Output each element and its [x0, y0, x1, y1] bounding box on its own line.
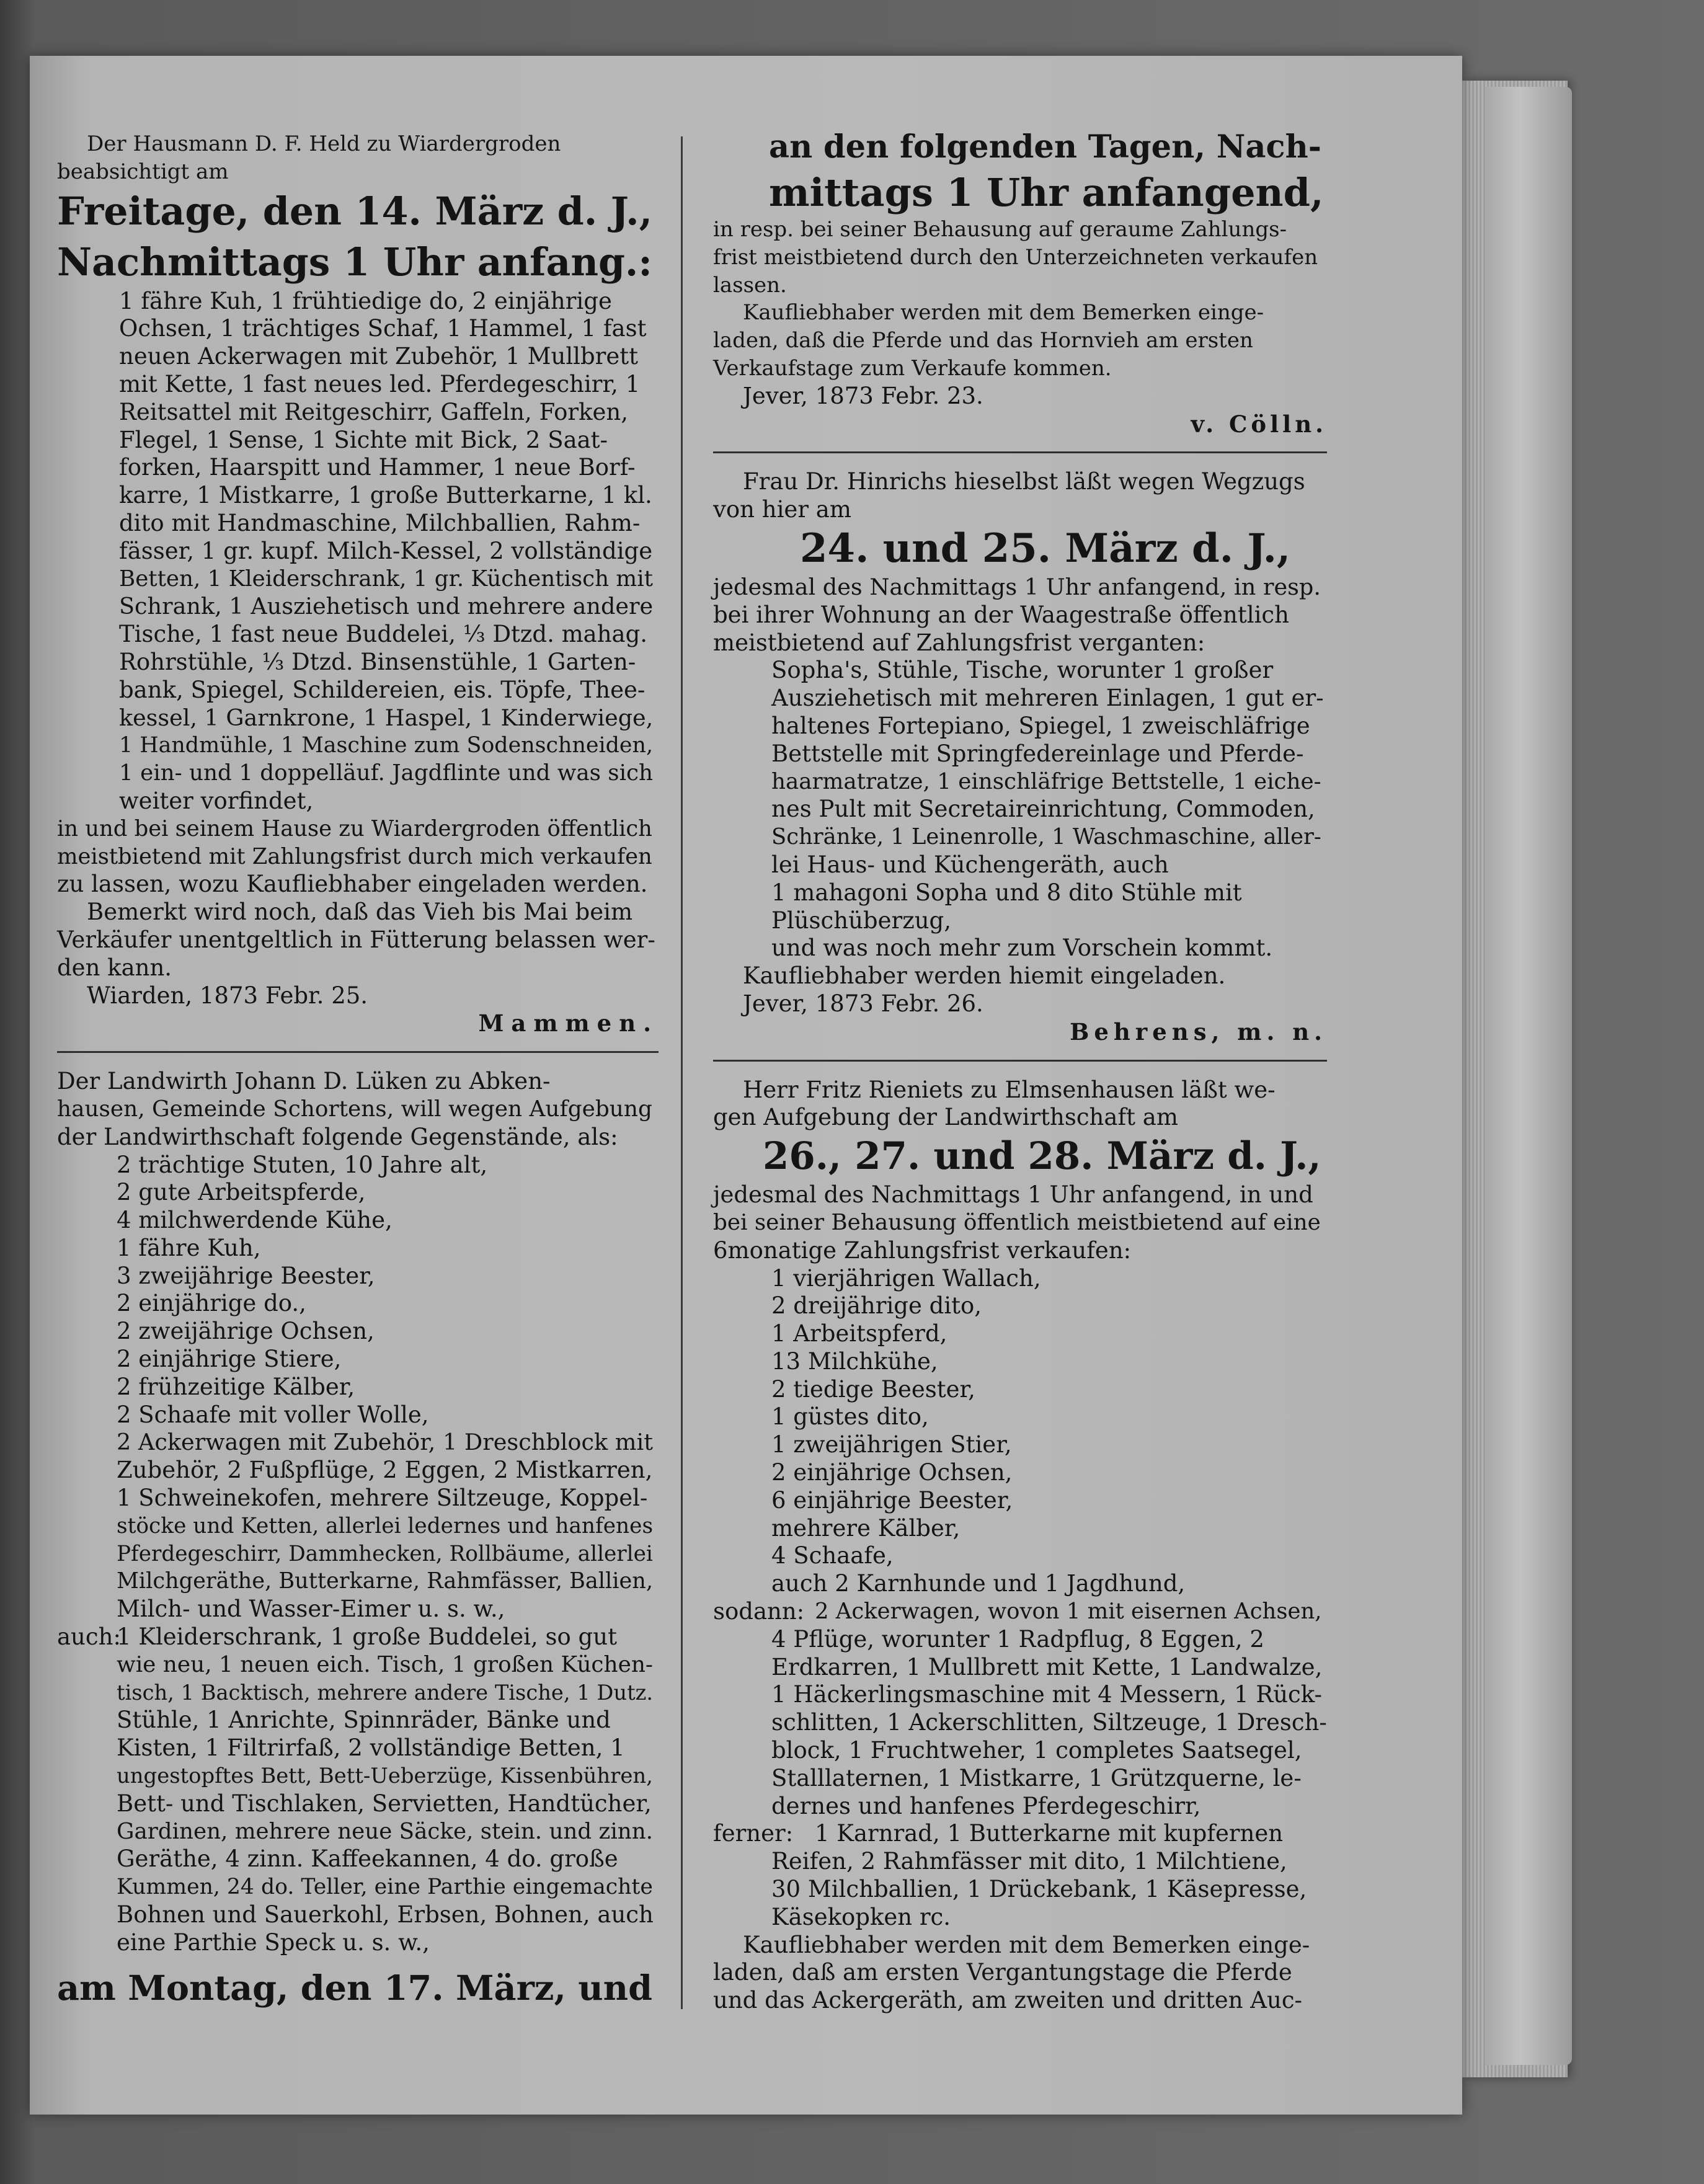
ad-item-line: 2 einjährige do., [117, 1290, 306, 1317]
advertisement-lueken-continued [713, 124, 1327, 438]
ad-date-heading: Freitage, den 14. März d. J., [57, 188, 653, 234]
ad-separator [713, 1060, 1327, 1062]
ad-item-line: 2 Ackerwagen mit Zubehör, 1 Dreschblock mit [117, 1429, 653, 1456]
ad-item-line: Gardinen, mehrere neue Säcke, stein. und zinn. [117, 1818, 654, 1844]
ad-item-line: dito mit Handmaschine, Milchballien, Rahm- [119, 509, 641, 536]
advertisement-rieniets [713, 1076, 1327, 2015]
ad-note-line: Kaufliebhaber werden mit dem Bemerken einge- [743, 300, 1264, 326]
left-column [57, 130, 659, 2012]
ad-note-line: Bemerkt wird noch, daß das Vieh bis Mai beim [87, 899, 633, 926]
ad-item-line: Geräthe, 4 zinn. Kaffeekannen, 4 do. große [117, 1845, 618, 1873]
ad-date-heading: am Montag, den 17. März, und [57, 1968, 652, 2009]
ad-item-line: Sopha's, Stühle, Tische, worunter 1 großer [771, 657, 1274, 684]
ad-item-line: und was noch mehr zum Vorschein kommt. [771, 934, 1273, 962]
ad-signature: Mammen. [478, 1010, 659, 1037]
ad-item-line: 4 Schaafe, [771, 1542, 894, 1569]
ad-item-line: weiter vorfindet, [119, 787, 314, 814]
ad-item-line: ungestopftes Bett, Bett-Ueberzüge, Kissenbühren, [117, 1764, 653, 1788]
ad-item-list [713, 657, 1327, 962]
ad-item-line: nes Pult mit Secretaireinrichtung, Commoden, [771, 796, 1315, 823]
ad-note-line: Verkäufer unentgeltlich in Fütterung belassen wer- [57, 926, 655, 953]
ad-body-line: bei ihrer Wohnung an der Waagestraße öffentlich [713, 601, 1289, 628]
ad-note-line: laden, daß am ersten Vergantungstage die Pferde [713, 1959, 1292, 1986]
ad-item-line: tisch, 1 Backtisch, mehrere andere Tische, 1 Dutz. [117, 1680, 654, 1705]
ad-item-line: 2 frühzeitige Kälber, [117, 1373, 355, 1400]
ad-place-date: Wiarden, 1873 Febr. 25. [87, 982, 368, 1009]
ad-body-line: meistbietend mit Zahlungsfrist durch mich verkaufen [57, 843, 652, 869]
ad-then-label: sodann: [713, 1598, 805, 1625]
ad-item-line: Käsekopken rc. [771, 1903, 951, 1930]
ad-item-line: 4 milchwerdende Kühe, [117, 1207, 393, 1234]
ad-item-line: wie neu, 1 neuen eich. Tisch, 1 großen Küchen- [117, 1651, 654, 1677]
ad-item-line: 30 Milchballien, 1 Drückebank, 1 Käsepresse, [771, 1876, 1307, 1903]
ad-item-line: 2 einjährige Ochsen, [771, 1459, 1013, 1486]
ad-intro-line: Frau Dr. Hinrichs hieselbst läßt wegen Wegzugs [743, 468, 1305, 495]
ad-intro-line: gen Aufgebung der Landwirthschaft am [713, 1104, 1178, 1131]
ad-item-line: 1 Handmühle, 1 Maschine zum Sodenschneiden, [119, 733, 654, 758]
ad-item-line: Tische, 1 fast neue Buddelei, ⅓ Dtzd. mahag. [119, 621, 648, 648]
ad-body-line: zu lassen, wozu Kaufliebhaber eingeladen werden. [57, 871, 648, 898]
ad-item-line: lei Haus- und Küchengeräth, auch [771, 851, 1169, 878]
ad-place-date: Jever, 1873 Febr. 23. [743, 382, 983, 409]
advertisement-held [57, 130, 659, 1037]
ad-item-line: 1 fähre Kuh, 1 frühtiedige do, 2 einjährige [119, 287, 612, 314]
ad-item-line: dernes und hanfenes Pferdegeschirr, [771, 1792, 1201, 1819]
ad-item-line: haarmatratze, 1 einschläfrige Bettstelle, 1 eiche- [771, 768, 1321, 794]
ad-item-line: 2 trächtige Stuten, 10 Jahre alt, [117, 1151, 488, 1178]
ad-item-list [57, 288, 659, 815]
ad-intro-line: Herr Fritz Rieniets zu Elmsenhausen läßt we- [743, 1076, 1276, 1103]
ad-signature: v. Cölln. [1191, 410, 1327, 438]
ad-body-line: 6monatige Zahlungsfrist verkaufen: [713, 1236, 1132, 1264]
ad-item-line: auch 2 Karnhunde und 1 Jagdhund, [771, 1570, 1186, 1597]
ad-note-line: Kaufliebhaber werden hiemit eingeladen. [743, 962, 1226, 990]
ad-also-list [57, 1623, 659, 1957]
ad-item-line: 2 gute Arbeitspferde, [117, 1179, 366, 1206]
ad-item-line: 1 mahagoni Sopha und 8 dito Stühle mit [771, 879, 1242, 906]
ad-item-line: Rohrstühle, ⅓ Dtzd. Binsenstühle, 1 Garten- [119, 648, 636, 675]
ad-signature: Behrens, m. n. [1070, 1018, 1327, 1045]
ad-body-line: in und bei seinem Hause zu Wiardergroden öffentlich [57, 815, 652, 841]
ad-item-line: Reifen, 2 Rahmfässer mit dito, 1 Milchtiene, [771, 1848, 1287, 1875]
ad-intro-line: hausen, Gemeinde Schortens, will wegen Aufgebung [57, 1096, 652, 1122]
ad-item-line: Pferdegeschirr, Dammhecken, Rollbäume, allerlei [117, 1541, 653, 1566]
ad-item-line: schlitten, 1 Ackerschlitten, Siltzeuge, 1 Dresch- [771, 1709, 1327, 1736]
ad-body-line: jedesmal des Nachmittags 1 Uhr anfangend, in resp. [713, 573, 1321, 600]
ad-note-line: den kann. [57, 954, 172, 981]
ad-date-heading: 24. und 25. März d. J., [800, 525, 1291, 572]
ad-item-line: Flegel, 1 Sense, 1 Sichte mit Bick, 2 Saat- [119, 426, 608, 453]
ad-time-heading: Nachmittags 1 Uhr anfang.: [57, 239, 652, 285]
ad-item-list [57, 1152, 659, 1624]
ad-item-line: stöcke und Ketten, allerlei ledernes und hanfenes [117, 1513, 654, 1538]
ad-item-line: 1 Karnrad, 1 Butterkarne mit kupfernen [815, 1820, 1284, 1847]
ad-then-list [713, 1598, 1327, 1820]
ad-item-line: Erdkarren, 1 Mullbrett mit Kette, 1 Landwalze, [771, 1653, 1323, 1680]
ad-body-line: in resp. bei seiner Behausung auf geraume Zahlungs- [713, 217, 1287, 242]
book-page-stack [1485, 87, 1572, 2065]
ad-body-line: lassen. [713, 272, 787, 298]
ad-item-line: eine Parthie Speck u. s. w., [117, 1929, 430, 1956]
ad-item-line: Milchgeräthe, Butterkarne, Rahmfässer, Ballien, [117, 1568, 654, 1594]
ad-body-line: jedesmal des Nachmittags 1 Uhr anfangend, in und [713, 1181, 1313, 1209]
ad-item-line: 1 güstes dito, [771, 1403, 929, 1431]
ad-further-list [713, 1820, 1327, 1931]
ad-intro-line: der Landwirthschaft folgende Gegenstände, als: [57, 1123, 618, 1150]
ad-note-line: laden, daß die Pferde und das Hornvieh am ersten [713, 328, 1253, 353]
ad-item-line: 1 Schweinekofen, mehrere Siltzeuge, Koppel- [117, 1485, 648, 1512]
ad-item-line: 1 Häckerlingsmaschine mit 4 Messern, 1 Rück- [771, 1681, 1323, 1708]
ad-time-heading: an den folgenden Tagen, Nach- [769, 128, 1321, 166]
ad-also-label: auch: [57, 1623, 121, 1651]
ad-item-line: 1 zweijährigen Stier, [771, 1431, 1012, 1458]
ad-item-line: Stalllaternen, 1 Mistkarre, 1 Grützquerne, le- [771, 1764, 1302, 1791]
ad-item-line: karre, 1 Mistkarre, 1 große Butterkarne, 1 kl. [119, 482, 652, 509]
advertisement-lueken [57, 1068, 659, 2012]
ad-item-line: Reitsattel mit Reitgeschirr, Gaffeln, Forken, [119, 398, 629, 425]
ad-item-line: forken, Haarspitt und Hammer, 1 neue Borf- [119, 454, 636, 481]
ad-note-line: und das Ackergeräth, am zweiten und dritten Auc- [713, 1987, 1303, 2014]
ad-item-line: kessel, 1 Garnkrone, 1 Haspel, 1 Kinderwiege, [119, 704, 654, 731]
ad-time-heading: mittags 1 Uhr anfangend, [769, 170, 1324, 215]
ad-item-line: Betten, 1 Kleiderschrank, 1 gr. Küchentisch mit [119, 566, 653, 592]
ad-item-line: neuen Ackerwagen mit Zubehör, 1 Mullbrett [119, 343, 638, 370]
ad-item-line: Schrank, 1 Ausziehetisch und mehrere andere [119, 593, 654, 620]
ad-body-line: bei seiner Behausung öffentlich meistbietend auf eine [713, 1209, 1321, 1235]
ad-item-list [713, 1265, 1327, 1599]
ad-note-line: Kaufliebhaber werden mit dem Bemerken einge- [743, 1931, 1310, 1958]
ad-item-line: 1 fähre Kuh, [117, 1234, 261, 1261]
ad-item-line: 1 Arbeitspferd, [771, 1320, 947, 1347]
ad-place-date: Jever, 1873 Febr. 26. [743, 990, 983, 1017]
ad-item-line: bank, Spiegel, Schildereien, eis. Töpfe, Thee- [119, 676, 646, 703]
ad-date-heading: 26., 27. und 28. März d. J., [763, 1134, 1321, 1179]
ad-item-line: Plüschüberzug, [771, 907, 951, 934]
advertisement-hinrichs [713, 468, 1327, 1045]
ad-item-line: Ausziehetisch mit mehreren Einlagen, 1 gut er- [771, 685, 1324, 712]
ad-item-line: 1 Kleiderschrank, 1 große Buddelei, so gut [117, 1623, 617, 1651]
ad-item-line: 2 Schaafe mit voller Wolle, [117, 1401, 429, 1428]
column-divider [681, 136, 683, 2009]
ad-item-line: Schränke, 1 Leinenrolle, 1 Waschmaschine, aller- [771, 824, 1321, 850]
ad-note-line: Verkaufstage zum Verkaufe kommen. [713, 355, 1112, 381]
ad-item-line: mit Kette, 1 fast neues led. Pferdegeschirr, 1 [119, 370, 641, 397]
ad-intro-line: von hier am [713, 496, 851, 523]
ad-item-line: Kummen, 24 do. Teller, eine Parthie eingemachte [117, 1875, 653, 1900]
ad-item-line: 13 Milchkühe, [771, 1347, 938, 1375]
ad-item-line: Milch- und Wasser-Eimer u. s. w., [117, 1596, 505, 1623]
ad-item-line: Zubehör, 2 Fußpflüge, 2 Eggen, 2 Mistkarren, [117, 1457, 653, 1484]
ad-body-line: frist meistbietend durch den Unterzeichneten verkaufen [713, 244, 1318, 270]
ad-item-line: block, 1 Fruchtweher, 1 completes Saatsegel, [771, 1737, 1302, 1764]
ad-separator [713, 451, 1327, 453]
ad-item-line: 6 einjährige Beester, [771, 1486, 1013, 1514]
ad-item-line: 1 vierjährigen Wallach, [771, 1264, 1041, 1292]
ad-body-line: meistbietend auf Zahlungsfrist verganten: [713, 629, 1205, 656]
ad-intro-line: Der Landwirth Johann D. Lüken zu Abken- [57, 1068, 551, 1095]
ad-item-line: 2 einjährige Stiere, [117, 1346, 342, 1373]
ad-intro-line: Der Hausmann D. F. Held zu Wiardergroden [87, 131, 561, 156]
ad-item-line: 4 Pflüge, worunter 1 Radpflug, 8 Eggen, 2 [771, 1625, 1264, 1653]
ad-item-line: 3 zweijährige Beester, [117, 1262, 375, 1289]
ad-item-line: mehrere Kälber, [771, 1514, 961, 1542]
ad-item-line: 2 Ackerwagen, wovon 1 mit eisernen Achsen, [815, 1599, 1322, 1625]
ad-separator [57, 1051, 659, 1053]
ad-item-line: Ochsen, 1 trächtiges Schaf, 1 Hammel, 1 fast [119, 315, 647, 342]
ad-item-line: 1 ein- und 1 doppelläuf. Jagdflinte und was sich [119, 760, 654, 786]
right-column [713, 124, 1327, 2015]
ad-item-line: Stühle, 1 Anrichte, Spinnräder, Bänke und [117, 1707, 611, 1734]
ad-item-line: fässer, 1 gr. kupf. Milch-Kessel, 2 vollständige [119, 537, 653, 564]
ad-item-line: 2 zweijährige Ochsen, [117, 1318, 375, 1345]
ad-further-label: ferner: [713, 1820, 794, 1847]
ad-item-line: Bohnen und Sauerkohl, Erbsen, Bohnen, auch [117, 1901, 654, 1929]
ad-intro-line: beabsichtigt am [57, 159, 229, 184]
ad-item-line: 2 tiedige Beester, [771, 1375, 975, 1403]
ad-item-line: Kisten, 1 Filtrirfaß, 2 vollständige Betten, 1 [117, 1734, 625, 1762]
ad-item-line: 2 dreijährige dito, [771, 1292, 982, 1320]
ad-item-line: Bettstelle mit Springfedereinlage und Pferde- [771, 740, 1304, 767]
ad-item-line: haltenes Fortepiano, Spiegel, 1 zweischläfrige [771, 712, 1310, 739]
ad-item-line: Bett- und Tischlaken, Servietten, Handtücher, [117, 1790, 652, 1817]
